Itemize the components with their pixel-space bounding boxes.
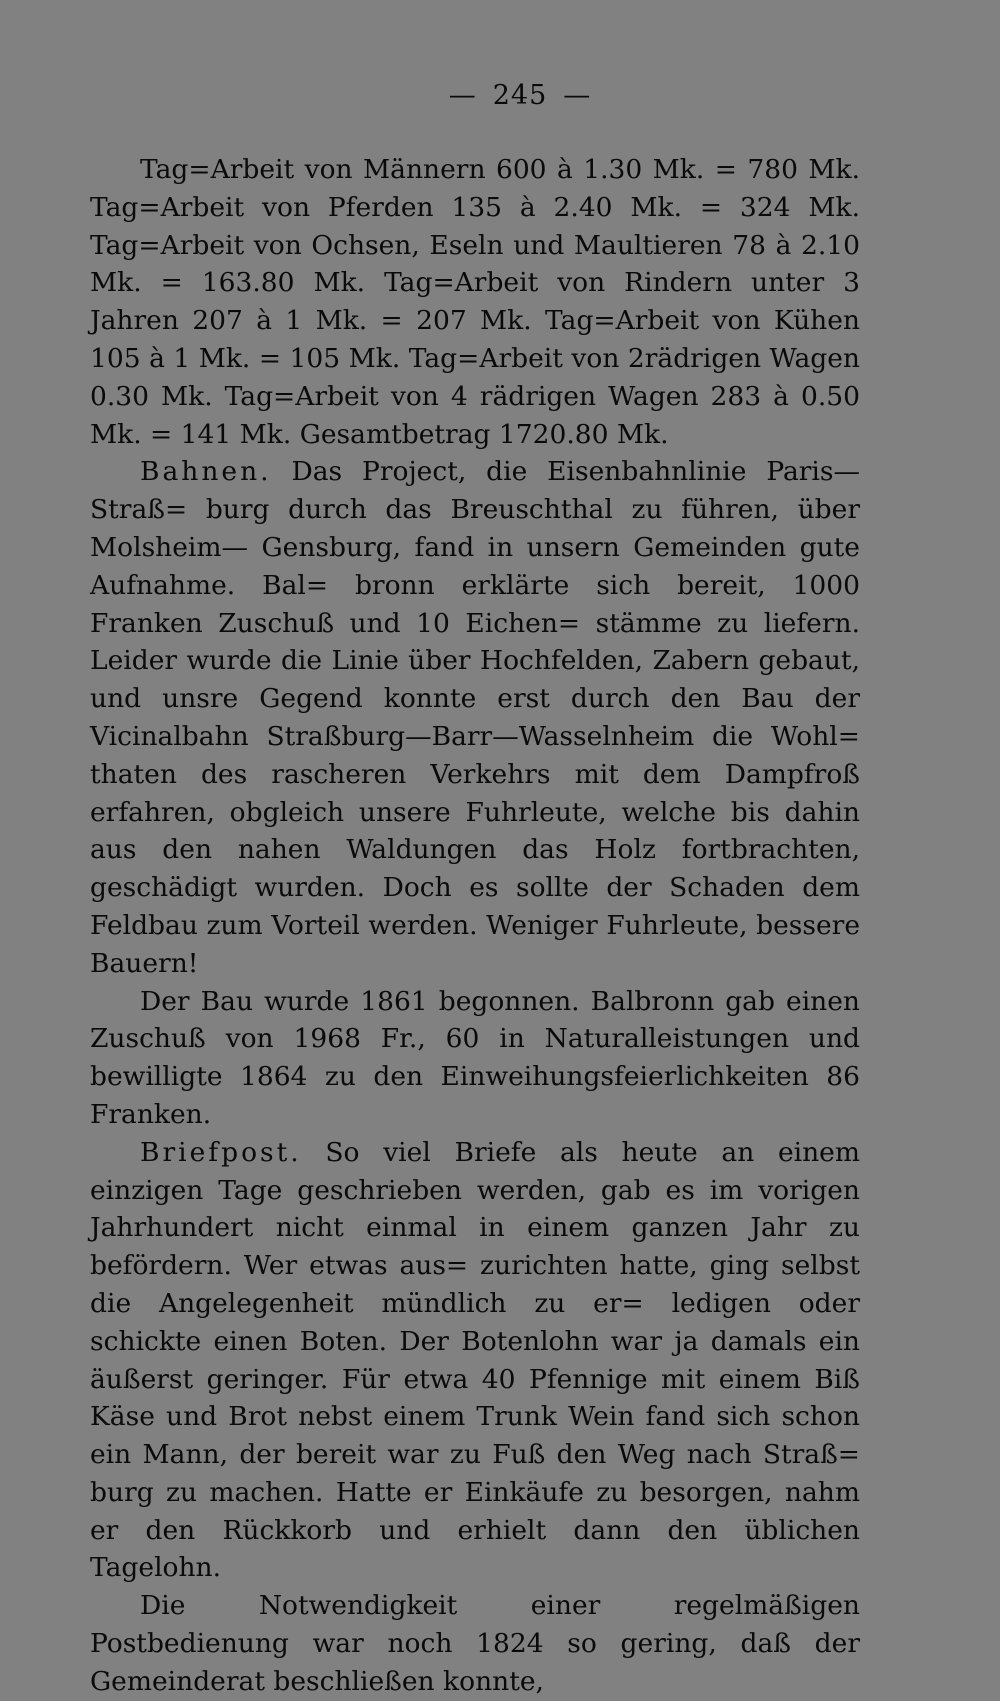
paragraph-letter-post: Briefpost. So viel Briefe als heute an einem einzigen Tage geschrieben werden, gab es im vorigen Jahrhundert nicht einmal in einem ganzen Jahr zu befördern. Wer etwas aus= zurichten hatte, ging selbst die Angelegenheit mündlich zu er= ledigen oder schickte einen Boten. Der Botenlohn war ja damals ein äußerst geringer. Für etwa 40 Pfennige mit einem Biß Käse und Brot nebst einem Trunk Wein fand sich schon ein Mann, der bereit war zu Fuß den Weg nach Straß= burg zu machen. Hatte er Einkäufe zu besorgen, nahm er den Rückkorb und erhielt dann den üblichen Tagelohn. <box>90 1136 860 1584</box>
section-heading-letter-post: Briefpost. <box>140 1136 302 1168</box>
paragraph-day-labor-costs: Tag=Arbeit von Männern 600 à 1.30 Mk. = 780 Mk. Tag=Arbeit von Pferden 135 à 2.40 Mk. = 324 Mk. Tag=Arbeit von Ochsen, Eseln und Maultieren 78 à 2.10 Mk. = 163.80 Mk. Tag=Arbeit von Rindern unter 3 Jahren 207 à 1 Mk. = 207 Mk. Tag=Arbeit von Kühen 105 à 1 Mk. = 105 Mk. Tag=Arbeit von 2rädrigen Wagen 0.30 Mk. Tag=Arbeit von 4 rädrigen Wagen 283 à 0.50 Mk. = 141 Mk. Gesamtbetrag 1720.80 Mk. <box>90 154 860 450</box>
paragraph-postal-service: Die Notwendigkeit einer regelmäßigen Postbedienung war noch 1824 so gering, daß der Gemeinderat beschließen konnte, <box>90 1590 860 1697</box>
book-page <box>90 80 860 1701</box>
paragraph-railway-construction: Der Bau wurde 1861 begonnen. Balbronn gab einen Zuschuß von 1968 Fr., 60 in Naturalleistungen und bewilligte 1864 zu den Einweihungsfeierlichkeiten 86 Franken. <box>90 985 860 1130</box>
section-heading-railways: Bahnen. <box>140 456 272 488</box>
paragraph-railways: Bahnen. Das Project, die Eisenbahnlinie Paris—Straß= burg durch das Breuschthal zu führen, über Molsheim— Gensburg, fand in unsern Gemeinden gute Aufnahme. Bal= bronn erklärte sich bereit, 1000 Franken Zuschuß und 10 Eichen= stämme zu liefern. Leider wurde die Linie über Hochfelden, Zabern gebaut, und unsre Gegend konnte erst durch den Bau der Vicinalbahn Straßburg—Barr—Wasselnheim die Wohl= thaten des rascheren Verkehrs mit dem Dampfroß erfahren, obgleich unsere Fuhrleute, welche bis dahin aus den nahen Waldungen das Holz fortbrachten, geschädigt wurden. Doch es sollte der Schaden dem Feldbau zum Vorteil werden. Weniger Fuhrleute, bessere Bauern! <box>90 456 860 979</box>
page-number: — 245 — <box>448 80 592 111</box>
